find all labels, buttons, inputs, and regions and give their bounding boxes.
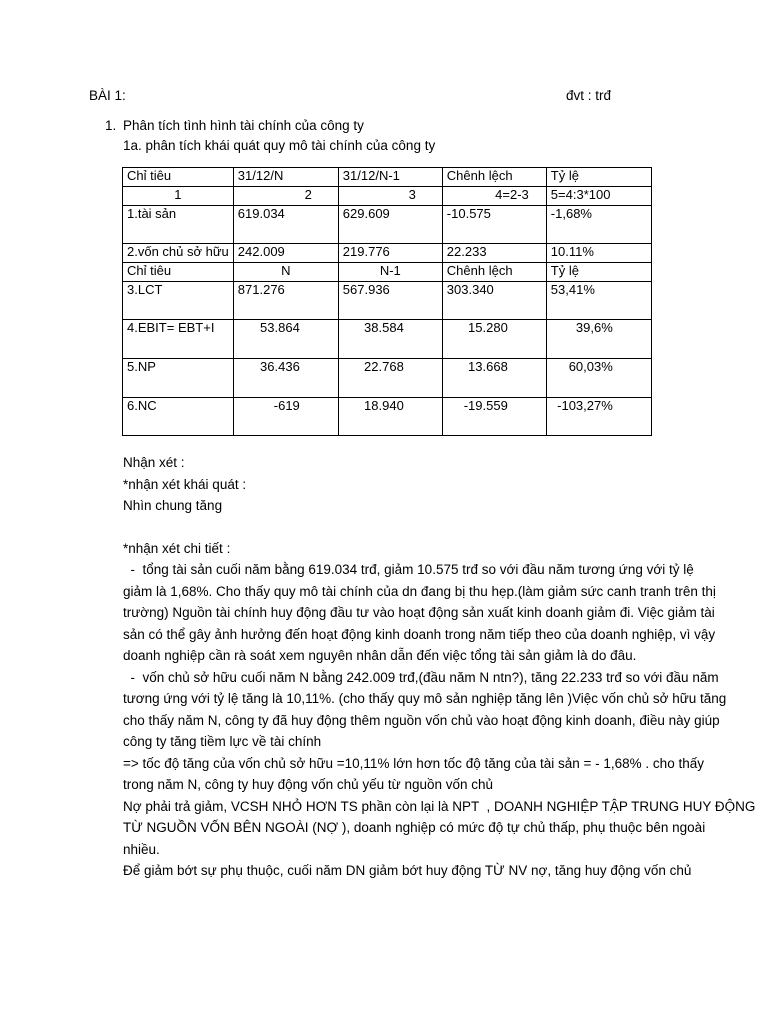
index-cell: 3 [338,187,442,206]
detail-comment-line: tương ứng với tỷ lệ tăng là 10,11%. (cho thấy quy mô sản nghiệp tăng lên )Việc vốn chủ sở hữu tăng [123,691,727,706]
value-cell: 303.340 [442,282,546,320]
comments-section [123,452,756,882]
detail-comment-line: giảm là 1,68%. Cho thấy quy mô tài chính của dn đang bị thu hẹp.(làm giảm sức canh tranh trên thị [123,583,716,599]
detail-comment-line: trong năm N, công ty huy động vốn chủ yếu từ nguồn vốn chủ [123,777,494,792]
detail-comment-line: sản có thể gây ảnh hưởng đến hoạt động kinh doanh trong năm tiếp theo của doanh nghiệp, vì vậy [123,626,716,642]
detail-comment-line: nhiều. [123,841,160,857]
header-cell: N-1 [338,263,442,282]
value-cell: 629.609 [338,206,442,244]
detail-comment-line: => tốc độ tăng của vốn chủ sở hữu =10,11% lớn hơn tốc độ tăng của tài sản = - 1,68% . cho thấy [123,755,704,771]
header-cell: Chênh lệch [442,168,546,187]
value-cell: -619 [233,398,338,436]
detail-comment-heading: *nhận xét chi tiết : [123,540,231,556]
detail-comment-line: cho thấy năm N, công ty đã huy động thêm nguồn vốn chủ vào hoạt động kinh doanh, điều này giúp [123,712,720,728]
detail-comment-line: TỪ NGUỒN VỐN BÊN NGOÀI (NỢ ), doanh nghiệp có mức độ tự chủ thấp, phụ thuộc bên ngoài [123,820,706,835]
detail-comment-line: - tổng tài sản cuối năm bằng 619.034 trđ, giảm 10.575 trđ so với đầu năm tương ứng với tỷ lệ [123,562,694,577]
table-row [123,320,652,359]
general-comment-text: Nhìn chung tăng [123,498,223,513]
row-label: 3.LCT [123,282,234,320]
detail-comment-line: trường) Nguồn tài chính huy động đầu tư vào hoạt động sản xuất kinh doanh giảm đi. Việc giảm tài [123,605,715,620]
header-cell: N [233,263,338,282]
row-label: 1.tài sản [123,206,234,244]
detail-comment-body [123,559,756,882]
header-cell: Tỷ lệ [546,168,651,187]
section-heading [105,118,364,133]
value-cell: 53.864 [233,320,338,359]
table-index-row [123,187,652,206]
header-cell: Chỉ tiêu [123,263,234,282]
index-cell: 1 [123,187,234,206]
financial-table [122,167,652,436]
value-cell: 39,6% [546,320,651,359]
value-cell: 242.009 [233,244,338,263]
detail-comment-line: doanh nghiệp cần rà soát xem nguyên nhân dẫn đến việc tổng tài sản giảm là do đâu. [123,648,637,663]
table-header-row [123,263,652,282]
detail-comment-line: Để giảm bớt sự phụ thuộc, cuối năm DN giảm bớt huy động TỪ NV nợ, tăng huy động vốn chủ [123,863,692,878]
row-label: 4.EBIT= EBT+I [123,320,234,359]
value-cell: 13.668 [442,359,546,398]
index-cell: 2 [233,187,338,206]
value-cell: 619.034 [233,206,338,244]
value-cell: 871.276 [233,282,338,320]
header-cell: 31/12/N [233,168,338,187]
value-cell: 60,03% [546,359,651,398]
section-number: 1. [105,118,117,133]
general-comment-heading: *nhận xét khái quát : [123,476,247,492]
section-title: Phân tích tình hình tài chính của công ty [123,118,364,133]
table-row [123,398,652,436]
value-cell: -19.559 [442,398,546,436]
detail-comment-line: - vốn chủ sở hữu cuối năm N bằng 242.009 trđ,(đầu năm N ntn?), tăng 22.233 trđ so với đầu năm [123,669,719,685]
row-label: 6.NC [123,398,234,436]
value-cell: 22.768 [338,359,442,398]
value-cell: -10.575 [442,206,546,244]
header-cell: Tỷ lệ [546,263,651,282]
value-cell: -103,27% [546,398,651,436]
table-row [123,359,652,398]
value-cell: 15.280 [442,320,546,359]
table-row [123,206,652,244]
row-label: 2.vốn chủ sở hữu [123,244,234,263]
row-label: 5.NP [123,359,234,398]
table-header-row [123,168,652,187]
index-cell: 4=2-3 [442,187,546,206]
table-row [123,244,652,263]
value-cell: 219.776 [338,244,442,263]
value-cell: 53,41% [546,282,651,320]
value-cell: 10.11% [546,244,651,263]
table-row [123,282,652,320]
header-cell: Chênh lệch [442,263,546,282]
detail-comment-line: Nợ phải trả giảm, VCSH NHỎ HƠN TS phần còn lại là NPT , DOANH NGHIỆP TẬP TRUNG HUY ĐỘNG [123,798,756,814]
value-cell: -1,68% [546,206,651,244]
detail-comment-line: công ty tăng tiềm lực về tài chính [123,734,322,749]
value-cell: 38.584 [338,320,442,359]
comments-heading: Nhận xét : [123,455,185,470]
value-cell: 18.940 [338,398,442,436]
header-cell: Chỉ tiêu [123,168,234,187]
value-cell: 22.233 [442,244,546,263]
exercise-label: BÀI 1: [89,88,126,103]
index-cell: 5=4:3*100 [546,187,651,206]
unit-label: đvt : trđ [566,88,612,103]
value-cell: 36.436 [233,359,338,398]
value-cell: 567.936 [338,282,442,320]
spacer [123,517,663,538]
subsection-heading: 1a. phân tích khái quát quy mô tài chính của công ty [123,138,436,153]
header-cell: 31/12/N-1 [338,168,442,187]
